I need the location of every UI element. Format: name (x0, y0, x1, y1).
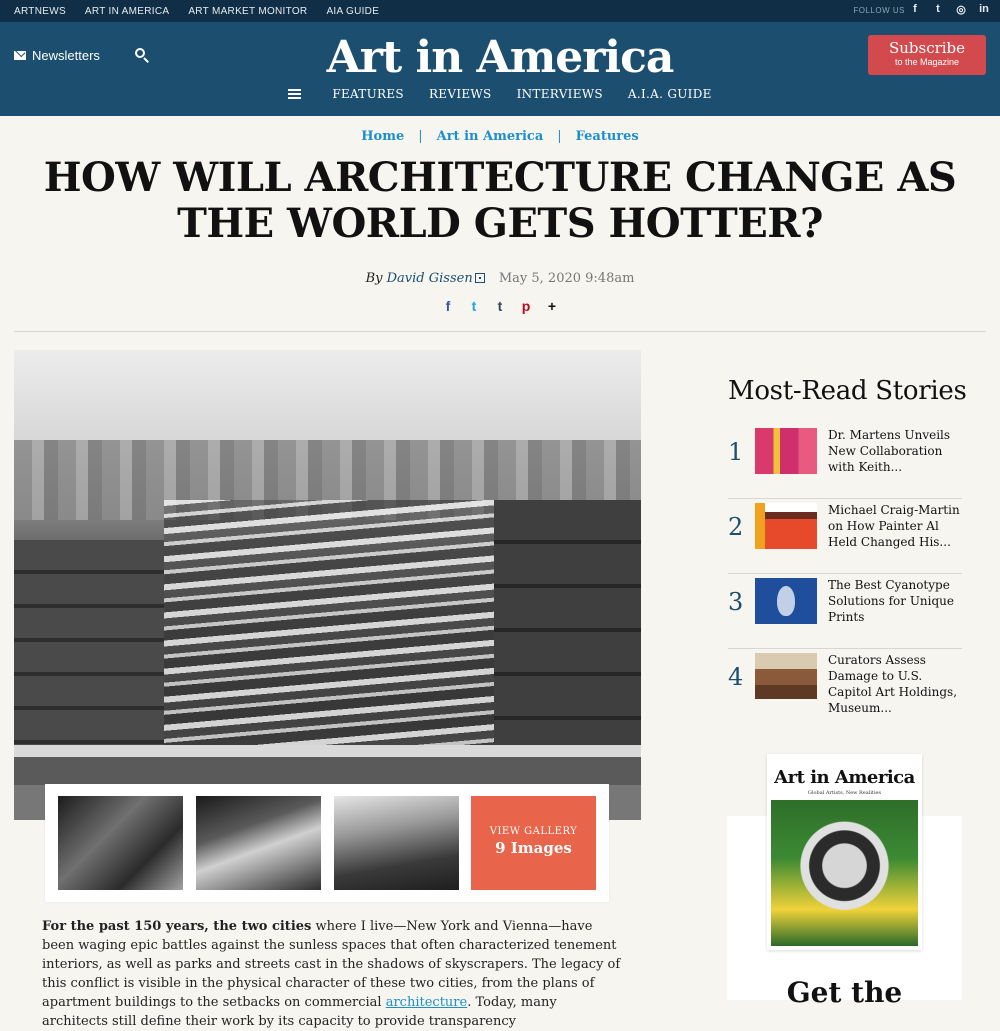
byline (0, 271, 1000, 286)
author-link[interactable]: David Gissen (386, 271, 473, 286)
most-read-item[interactable] (728, 499, 962, 574)
body-tail: . Today, many architects still define their work by its capacity to provide transparency (42, 995, 557, 1029)
most-read-number: 2 (728, 513, 744, 541)
share-pinterest-icon[interactable]: p (521, 298, 531, 314)
share-bar (0, 298, 1000, 314)
breadcrumb-separator: | (418, 129, 423, 144)
most-read-number: 1 (728, 438, 744, 466)
share-facebook-icon[interactable]: f (445, 298, 451, 314)
promo-heading: Get the (786, 976, 903, 1009)
breadcrumb-features[interactable]: Features (575, 129, 639, 144)
share-twitter-icon[interactable]: t (471, 298, 477, 314)
hero-image (14, 350, 641, 820)
subscribe-button[interactable] (868, 35, 986, 75)
author-profile-icon[interactable] (475, 273, 485, 283)
cover-logo: Art in America (774, 767, 915, 788)
gallery-image-count: 9 Images (495, 839, 572, 857)
site-logo[interactable]: Art in America (326, 32, 674, 83)
cover-artwork (771, 800, 918, 946)
top-utility-bar (0, 0, 1000, 22)
most-read-headline[interactable]: Dr. Martens Unveils New Collaboration with Keith... (828, 428, 951, 474)
breadcrumb-art-in-america[interactable]: Art in America (436, 129, 544, 144)
subscribe-sublabel: to the Magazine (894, 57, 960, 67)
gallery-thumbnail[interactable] (58, 796, 183, 890)
instagram-icon[interactable]: ◎ (956, 4, 966, 16)
most-read-item[interactable] (728, 649, 962, 724)
network-link-art-market-monitor[interactable]: ART MARKET MONITOR (188, 5, 308, 17)
most-read-item[interactable] (728, 424, 962, 499)
breadcrumb-home[interactable]: Home (361, 129, 405, 144)
linkedin-icon[interactable]: in (979, 3, 989, 15)
subscribe-label: Subscribe (888, 39, 966, 57)
most-read-list (728, 424, 962, 724)
twitter-icon[interactable]: t (936, 3, 940, 15)
network-link-aia-guide[interactable]: AIA GUIDE (326, 5, 380, 17)
share-more-icon[interactable]: + (547, 298, 557, 314)
nav-item-aia-guide[interactable]: A.I.A. GUIDE (627, 87, 712, 101)
most-read-heading: Most-Read Stories (728, 376, 967, 406)
gallery-thumbnail[interactable] (334, 796, 459, 890)
most-read-headline[interactable]: Michael Craig-Martin on How Painter Al Held Changed His... (828, 503, 960, 549)
network-link-art-in-america[interactable]: ART IN AMERICA (84, 5, 170, 17)
most-read-thumbnail[interactable] (755, 578, 817, 624)
network-links (0, 6, 398, 17)
view-gallery-label: VIEW GALLERY (489, 826, 578, 837)
breadcrumb-separator: | (557, 129, 562, 144)
view-gallery-button[interactable] (471, 796, 596, 890)
gallery-thumbnail[interactable] (196, 796, 321, 890)
social-links (909, 3, 990, 16)
network-link-artnews[interactable]: ARTNEWS (14, 5, 66, 17)
cover-tagline: Global Artists, New Realities (807, 790, 882, 796)
architecture-link[interactable]: architecture (385, 995, 468, 1010)
article-body (42, 917, 622, 1031)
nav-item-features[interactable]: FEATURES (332, 87, 404, 101)
hamburger-menu-icon[interactable] (288, 89, 301, 99)
breadcrumb (0, 129, 1000, 144)
header-divider (14, 331, 986, 332)
most-read-number: 4 (728, 663, 744, 691)
most-read-thumbnail[interactable] (755, 653, 817, 699)
byline-by: By (365, 271, 383, 286)
most-read-number: 3 (728, 588, 744, 616)
follow-us-label: FOLLOW US (853, 6, 905, 15)
newsletters-label: Newsletters (32, 48, 100, 63)
most-read-thumbnail[interactable] (755, 503, 817, 549)
nav-item-interviews[interactable]: INTERVIEWS (516, 87, 603, 101)
most-read-item[interactable] (728, 574, 962, 649)
nav-item-reviews[interactable]: REVIEWS (428, 87, 492, 101)
main-nav (0, 87, 1000, 101)
site-header (0, 22, 1000, 116)
share-tumblr-icon[interactable]: t (497, 298, 503, 314)
most-read-thumbnail[interactable] (755, 428, 817, 474)
facebook-icon[interactable]: f (913, 3, 917, 15)
body-lead: For the past 150 years, the two cities (42, 919, 312, 934)
gallery-strip (45, 784, 609, 902)
magazine-cover[interactable] (767, 754, 922, 950)
most-read-headline[interactable]: Curators Assess Damage to U.S. Capitol Art Holdings, Museum... (828, 653, 958, 715)
publish-date: May 5, 2020 9:48am (498, 271, 635, 286)
body-text: where I live—New York and Vienna—have been waging epic battles against the sunless spaces that often characterized tenement interiors, as well as parks and streets cast in the shadows of skyscrapers. The legacy of this conflict is visible in the physical character of these two cities, from the plans of apartment buildings to the setbacks on commercial (42, 919, 621, 1010)
most-read-headline[interactable]: The Best Cyanotype Solutions for Unique Prints (828, 578, 955, 624)
article-title: HOW WILL ARCHITECTURE CHANGE AS THE WORLD GETS HOTTER? (43, 154, 957, 247)
